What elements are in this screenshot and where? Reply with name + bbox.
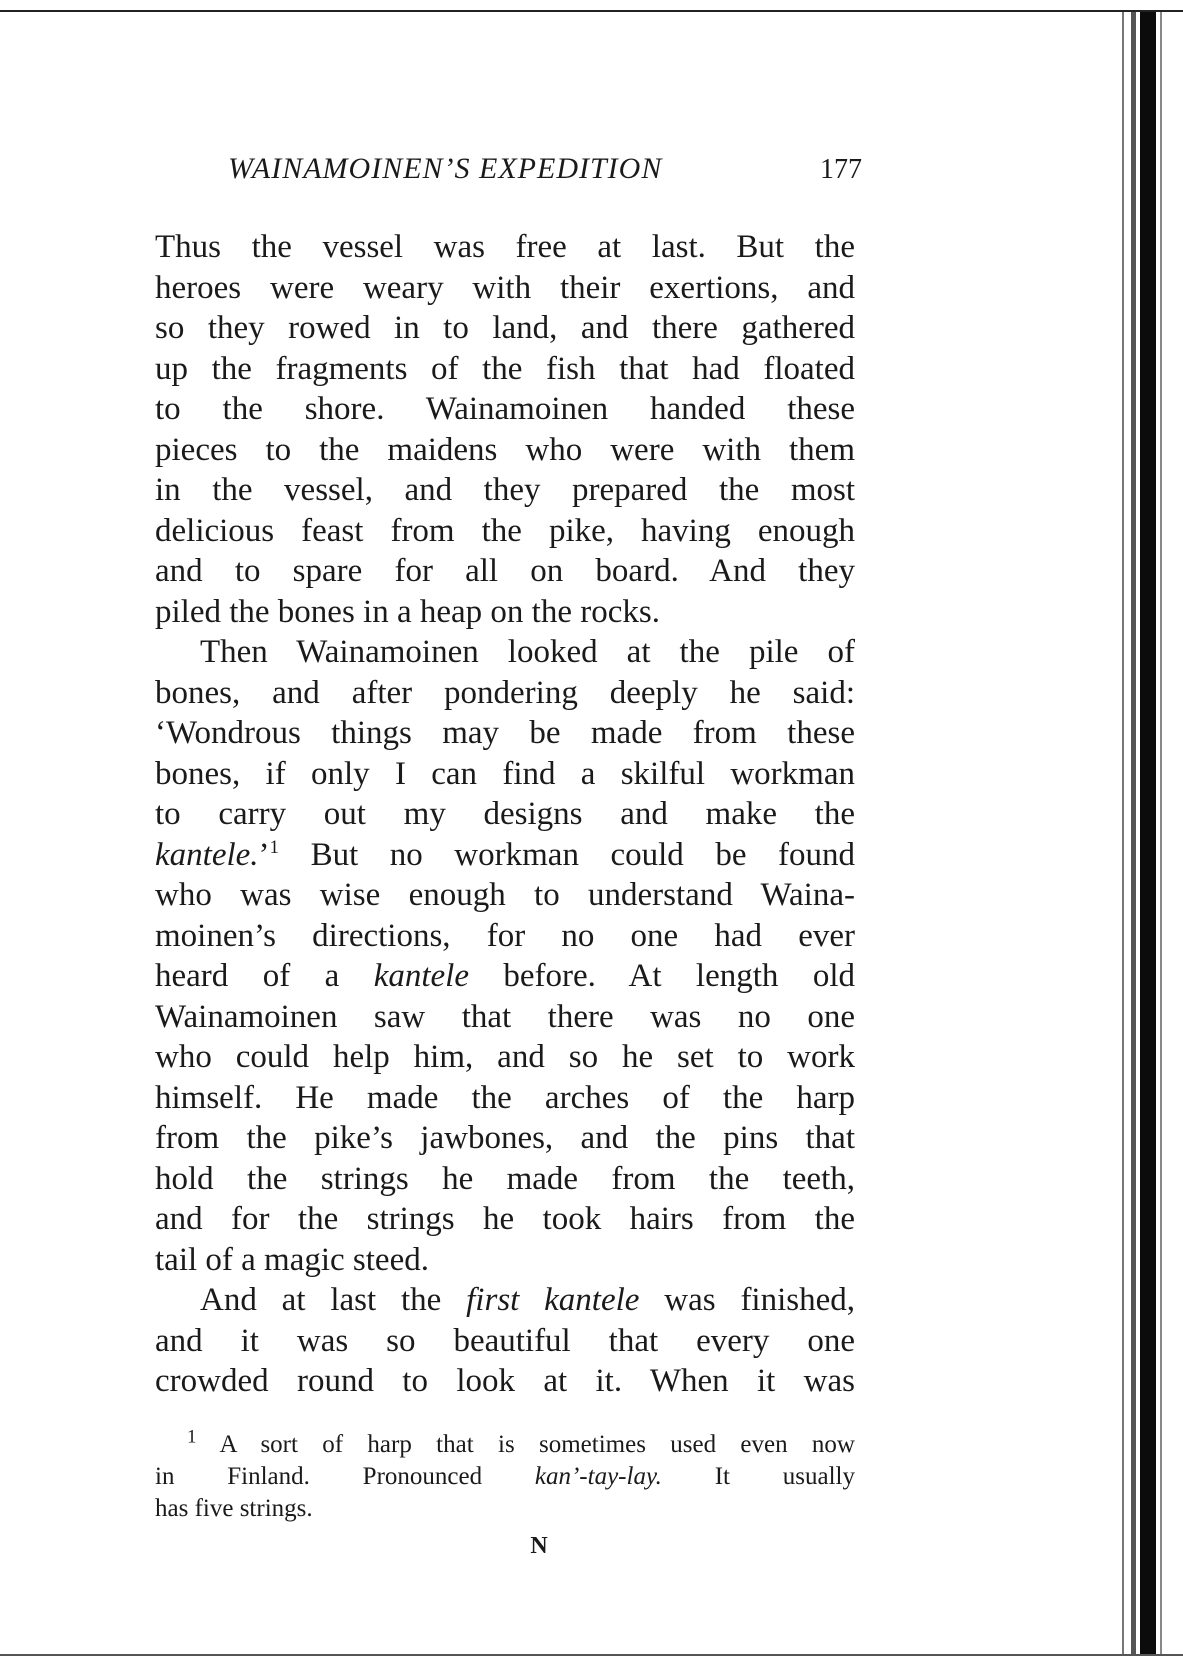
text-line: And at last the first kantele was finished, (200, 1282, 856, 1318)
text-line: Then Wainamoinen looked at the pile of (200, 634, 855, 670)
text-line: delicious feast from the pike, having enough (155, 512, 855, 549)
footnote-reference: 1 (269, 836, 280, 858)
footnote-line: $^1$ A sort of harp that is sometimes used even now (187, 1426, 855, 1458)
footnote (155, 1426, 855, 1525)
text-line: and to spare for all on board. And they (155, 553, 855, 589)
text-line: in the vessel, and they prepared the most (155, 472, 855, 508)
text-line: hold the strings he made from the teeth, (155, 1160, 855, 1197)
text-line: moinen’s directions, for no one had ever (155, 917, 855, 954)
text-line: himself. He made the arches of the harp (155, 1079, 855, 1116)
text-line: and for the strings he took hairs from the (155, 1201, 855, 1237)
text-line: to carry out my designs and make the (155, 796, 855, 832)
text-line: piled the bones in a heap on the rocks. (155, 593, 660, 630)
text-line: who could help him, and so he set to work (155, 1039, 855, 1075)
bottom-rule (0, 1654, 1183, 1656)
binding-edge (1131, 12, 1136, 1654)
binding-edge (1140, 12, 1156, 1654)
page-header (228, 152, 868, 196)
text-line: heard of a kantele before. At length old (155, 958, 856, 994)
italic-word: kan’-tay-lay. (534, 1463, 662, 1490)
running-title: WAINAMOINEN’S EXPEDITION (228, 152, 663, 185)
text-line: Thus the vessel was free at last. But the (155, 229, 855, 265)
text-line: Wainamoinen saw that there was no one (155, 998, 855, 1035)
text-line: and it was so beautiful that every one (155, 1322, 855, 1359)
italic-word: kantele. (155, 836, 259, 873)
footnote-line: in Finland. Pronounced kan’-tay-lay. It usually (155, 1463, 855, 1490)
text-line: kantele.’$^1$ But no workman could be found (155, 836, 855, 873)
text-line: from the pike’s jawbones, and the pins that (155, 1120, 855, 1156)
text-line: ‘Wondrous things may be made from these (155, 715, 855, 751)
binding-edge (1122, 12, 1124, 1654)
text-line: pieces to the maidens who were with them (155, 431, 855, 468)
text-line: so they rowed in to land, and there gathered (155, 310, 855, 346)
text-line: heroes were weary with their exertions, and (155, 269, 855, 306)
text-line: to the shore. Wainamoinen handed these (155, 391, 855, 427)
footnote-line: has five strings. (155, 1495, 313, 1522)
text-line: bones, if only I can find a skilful workman (155, 755, 855, 792)
text-line: crowded round to look at it. When it was (155, 1363, 855, 1399)
footnote-marker: 1 (187, 1426, 197, 1448)
text-line: who was wise enough to understand Waina- (155, 877, 855, 913)
page-number: 177 (820, 154, 862, 185)
binding-edge (1160, 12, 1162, 1654)
italic-word: kantele (373, 958, 469, 994)
text-line: up the fragments of the fish that had floated (155, 350, 855, 387)
body-text (155, 227, 855, 1402)
italic-word: first kantele (466, 1282, 640, 1318)
text-line: tail of a magic steed. (155, 1241, 429, 1278)
signature-mark: N (530, 1533, 548, 1559)
top-rule (0, 10, 1183, 12)
text-line: bones, and after pondering deeply he said: (155, 674, 855, 711)
